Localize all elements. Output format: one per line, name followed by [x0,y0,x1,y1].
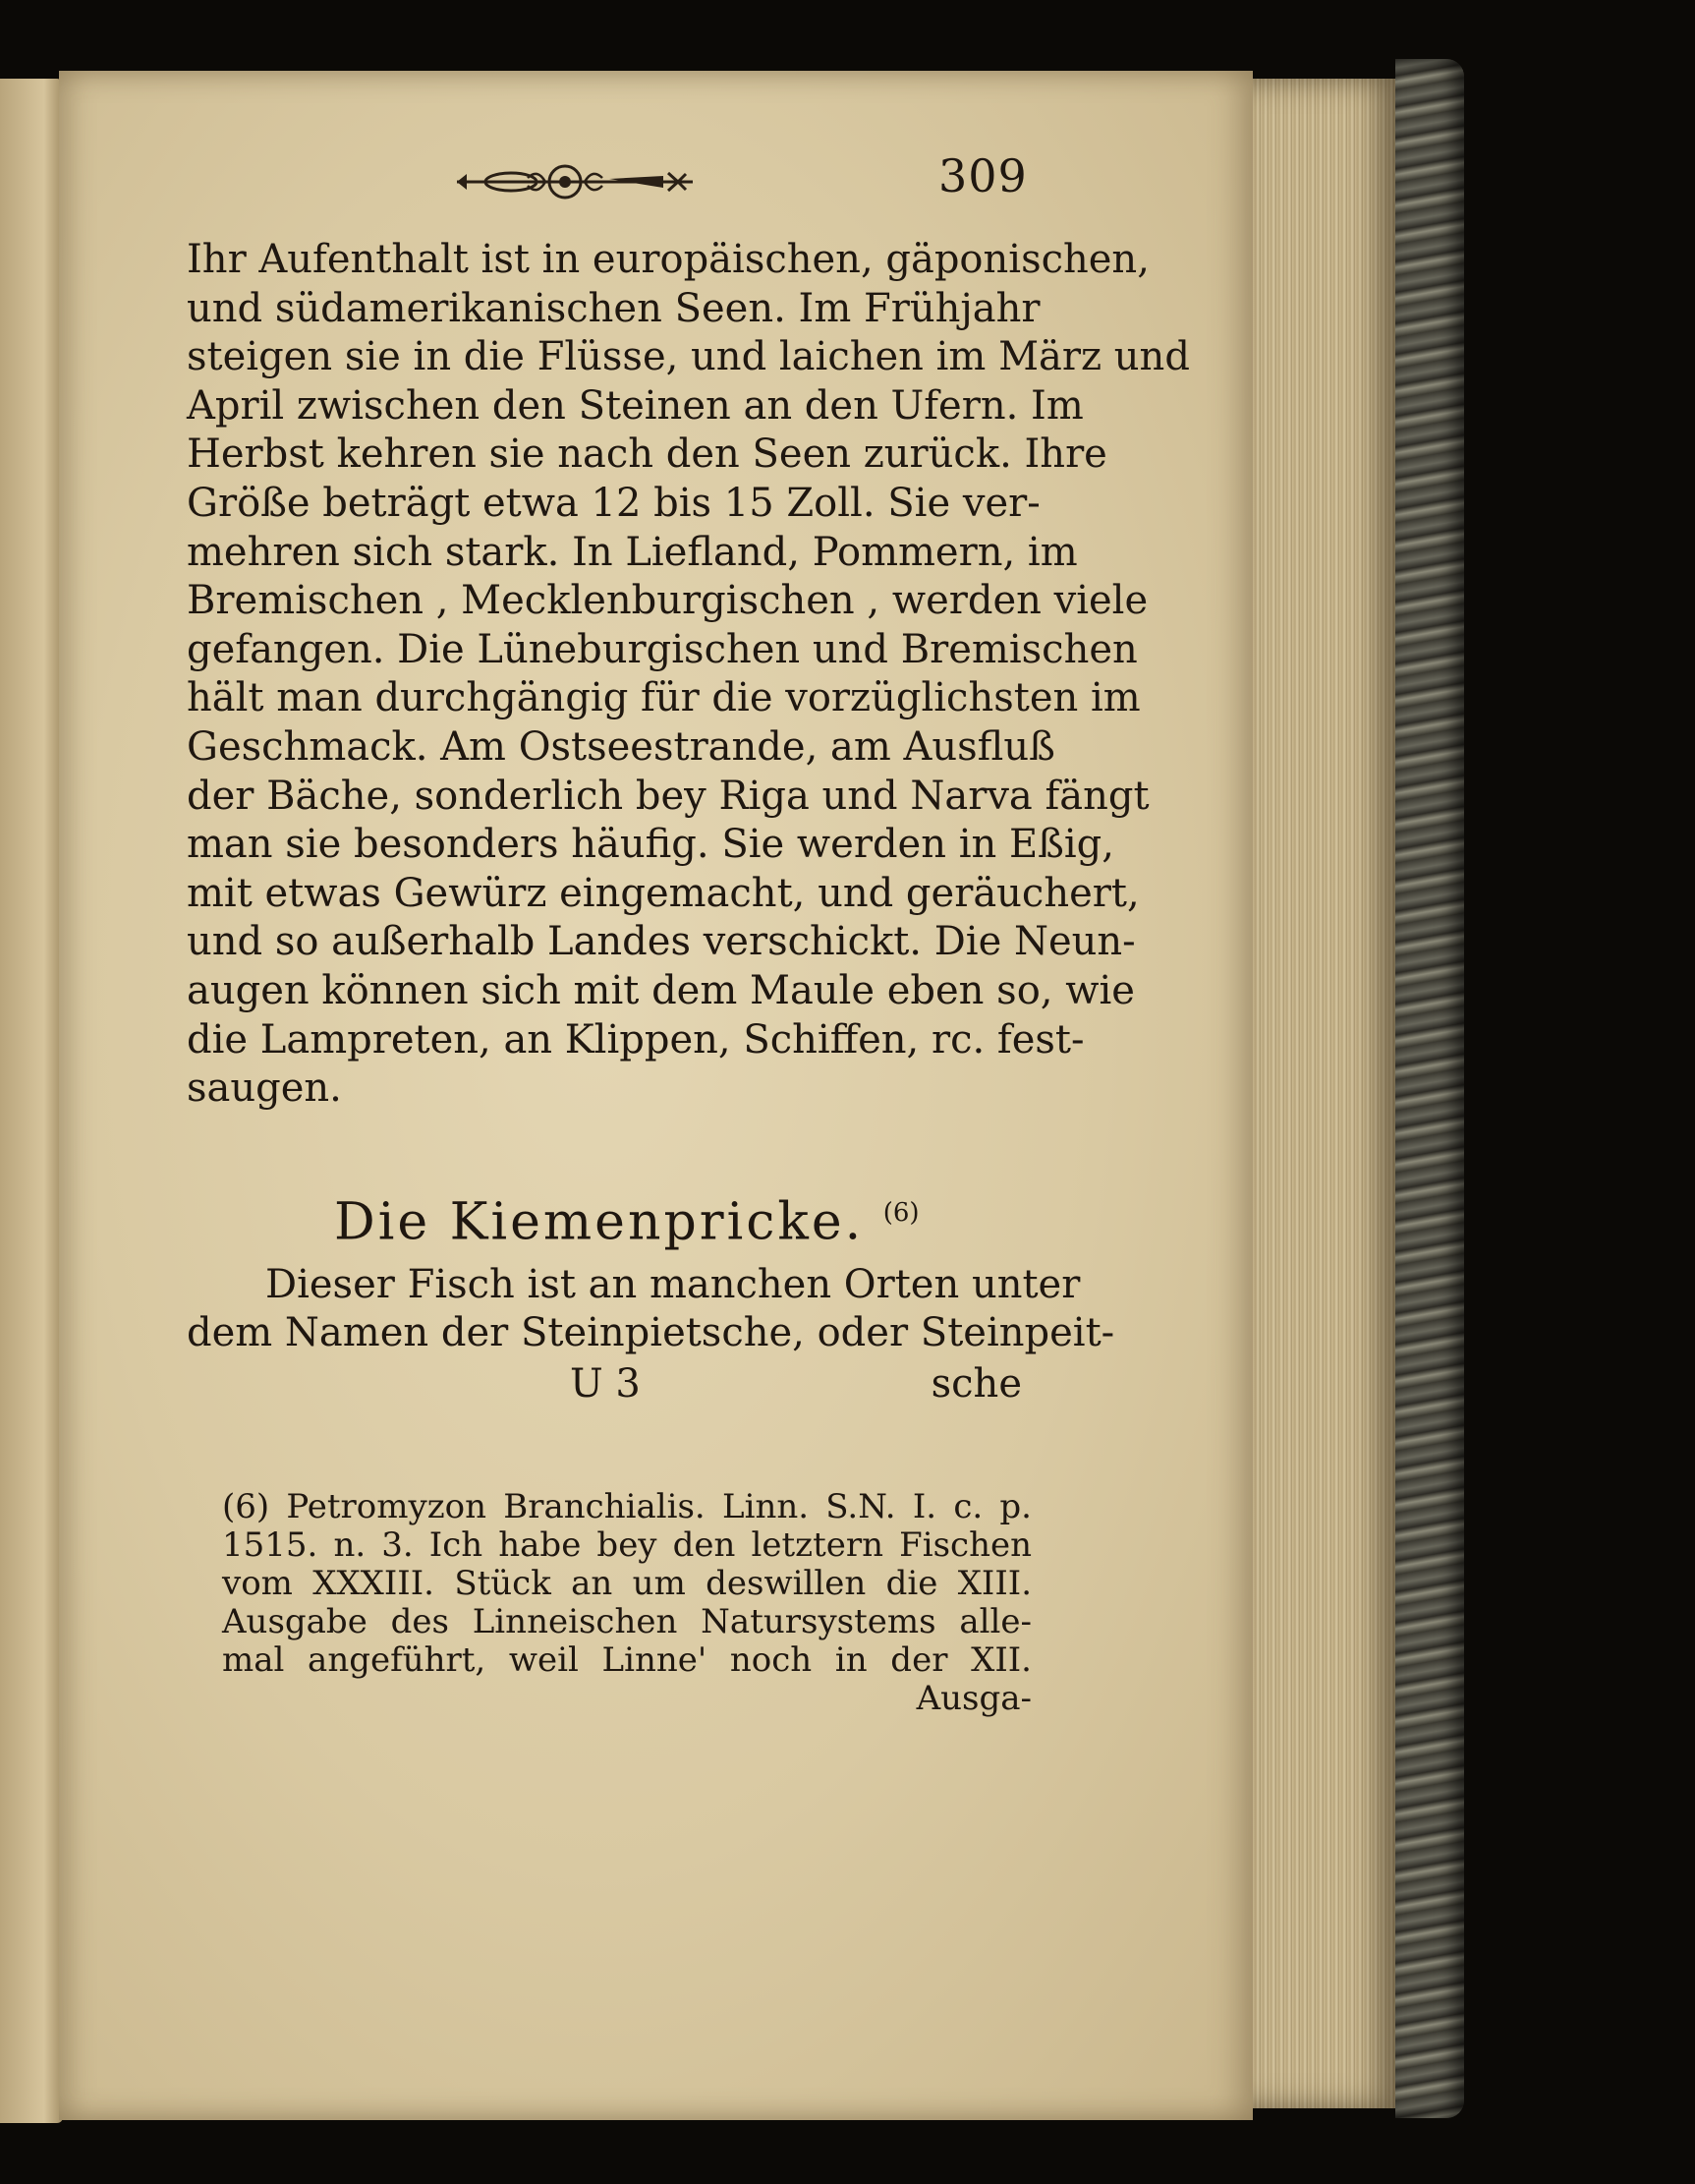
page-header [187,147,1032,236]
text-line: und so außerhalb Landes verschickt. Die Neun- [187,919,1136,965]
footnote-line: mal angeführt, weil Linne' noch in der XII. [222,1639,1032,1680]
text-line: April zwischen den Steinen an den Ufern. Im [187,382,1084,429]
footnote-line: vom XXXIII. Stück an um deswillen die XIII. [222,1563,1032,1603]
text-line: Bremischen , Mecklenburgischen , werden viele [187,578,1149,624]
text-line: dem Namen der Steinpietsche, oder Steinpeit- [187,1310,1115,1356]
text-line: Geschmack. Am Ostseestrande, am Ausfluß [187,723,1055,770]
text-line: mit etwas Gewürz eingemacht, und geräuchert, [187,870,1140,916]
text-line: hält man durchgängig für die vorzüglichsten im [187,675,1141,721]
paragraph-2 [187,1261,1115,1358]
page-number: 309 [938,149,1028,202]
catchword: sche [931,1360,1022,1407]
footnote-line: 1515. n. 3. Ich habe bey den letztern Fischen [222,1524,1032,1565]
footnote-line: (6) Petromyzon Branchialis. Linn. S.N. I. c. p. [222,1486,1032,1526]
text-line: augen können sich mit dem Maule eben so, wie [187,967,1135,1013]
text-line: mehren sich stark. In Liefland, Pommern, im [187,529,1078,575]
footnote-marker: (6) [882,1197,920,1228]
section-heading [187,1178,1032,1252]
text-line: der Bäche, sonderlich bey Riga und Narva fängt [187,773,1150,819]
text-line: steigen sie in die Flüsse, und laichen im März und [187,334,1190,380]
ornament-icon [452,157,698,206]
signature-mark: U 3 [570,1360,641,1407]
page-stack-edges [1253,79,1400,2108]
text-line: Dieser Fisch ist an manchen Orten unter [265,1261,1081,1307]
left-page-edge [0,79,63,2123]
text-line: die Lampreten, an Klippen, Schiffen, rc. fest- [187,1016,1085,1063]
text-line: und südamerikanischen Seen. Im Frühjahr [187,285,1041,331]
footnote [187,1488,1032,1718]
marbled-cover-board [1395,59,1464,2118]
footnote-line: Ausga- [916,1678,1032,1718]
text-line: gefangen. Die Lüneburgischen und Bremischen [187,626,1138,672]
heading-text: Die Kiemenpricke. [334,1192,865,1252]
page-footer-line [187,1358,1032,1409]
text-line: saugen. [187,1065,342,1112]
page-text [187,147,1190,1718]
paragraph-1 [187,236,1190,1114]
text-line: Herbst kehren sie nach den Seen zurück. Ihre [187,431,1107,478]
text-line: Größe beträgt etwa 12 bis 15 Zoll. Sie ver- [187,480,1041,526]
footnote-line: Ausgabe des Linneischen Natursystems alle- [222,1601,1032,1641]
text-line: man sie besonders häufig. Sie werden in Eßig, [187,822,1115,868]
text-line: Ihr Aufenthalt ist in europäischen, gäponischen, [187,237,1150,282]
